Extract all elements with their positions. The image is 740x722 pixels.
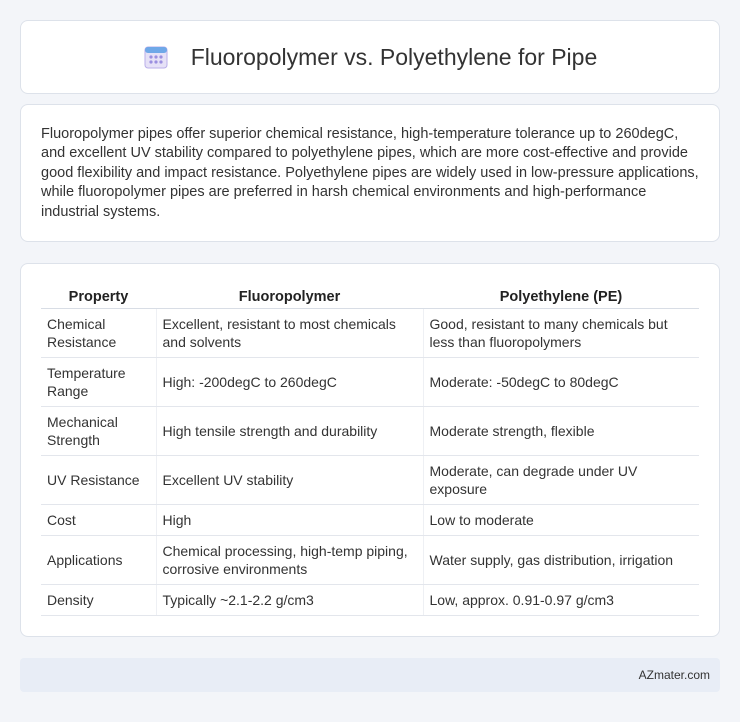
polyethylene-cell: Moderate: -50degC to 80degC bbox=[423, 357, 699, 406]
table-row bbox=[41, 584, 699, 615]
property-cell: Temperature Range bbox=[41, 357, 156, 406]
table-row bbox=[41, 455, 699, 504]
page-title: Fluoropolymer vs. Polyethylene for Pipe bbox=[190, 43, 598, 70]
column-header-property: Property bbox=[41, 284, 156, 308]
table-header-row bbox=[41, 284, 699, 308]
polyethylene-cell: Low, approx. 0.91-0.97 g/cm3 bbox=[423, 584, 699, 615]
property-cell: UV Resistance bbox=[41, 455, 156, 504]
column-header-polyethylene: Polyethylene (PE) bbox=[423, 284, 699, 308]
polyethylene-cell: Moderate, can degrade under UV exposure bbox=[423, 455, 699, 504]
property-cell: Cost bbox=[41, 504, 156, 535]
table-row bbox=[41, 504, 699, 535]
table-row bbox=[41, 406, 699, 455]
table-row bbox=[41, 308, 699, 357]
fluoropolymer-cell: Chemical processing, high-temp piping, corrosive environments bbox=[156, 535, 423, 584]
polyethylene-cell: Water supply, gas distribution, irrigation bbox=[423, 535, 699, 584]
footer-bar bbox=[20, 658, 720, 692]
fluoropolymer-cell: Typically ~2.1-2.2 g/cm3 bbox=[156, 584, 423, 615]
column-header-fluoropolymer: Fluoropolymer bbox=[156, 284, 423, 308]
fluoropolymer-cell: High tensile strength and durability bbox=[156, 406, 423, 455]
title-card bbox=[20, 20, 720, 94]
calendar-grid-icon bbox=[143, 44, 169, 70]
intro-text: Fluoropolymer pipes offer superior chemical resistance, high-temperature tolerance up to 260degC, and excellent UV stability compared to polyethylene pipes, which are more cost-effective and provide good flexibility and impact resistance. Polyethylene pipes are widely used in low-pressure applications, while fluoropolymer pipes are preferred in harsh chemical environments and high-performance industrial systems. bbox=[41, 126, 699, 220]
fluoropolymer-cell: High: -200degC to 260degC bbox=[156, 357, 423, 406]
property-cell: Density bbox=[41, 584, 156, 615]
footer-brand: AZmater.com bbox=[638, 668, 710, 682]
table-row bbox=[41, 535, 699, 584]
comparison-table-card bbox=[20, 263, 720, 637]
table-row bbox=[41, 357, 699, 406]
fluoropolymer-cell: High bbox=[156, 504, 423, 535]
property-cell: Applications bbox=[41, 535, 156, 584]
fluoropolymer-cell: Excellent UV stability bbox=[156, 455, 423, 504]
comparison-table bbox=[41, 284, 699, 616]
property-cell: Mechanical Strength bbox=[41, 406, 156, 455]
property-cell: Chemical Resistance bbox=[41, 308, 156, 357]
intro-card bbox=[20, 104, 720, 242]
polyethylene-cell: Moderate strength, flexible bbox=[423, 406, 699, 455]
polyethylene-cell: Good, resistant to many chemicals but less than fluoropolymers bbox=[423, 308, 699, 357]
fluoropolymer-cell: Excellent, resistant to most chemicals and solvents bbox=[156, 308, 423, 357]
polyethylene-cell: Low to moderate bbox=[423, 504, 699, 535]
